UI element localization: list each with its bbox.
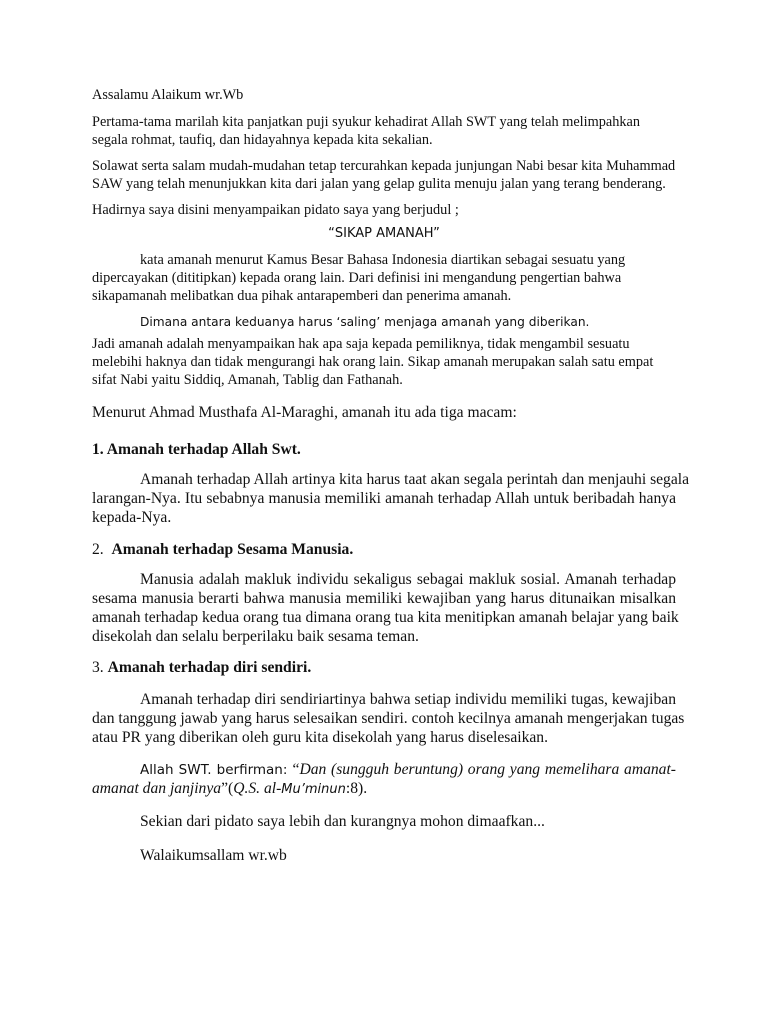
definition-line1: kata amanah menurut Kamus Besar Bahasa Indonesia diartikan sebagai sesuatu yang [140, 252, 626, 268]
section3-line1: Amanah terhadap diri sendiriartinya bahwa setiap individu memiliki tugas, kewajiban [140, 691, 676, 708]
section1-line1: Amanah terhadap Allah artinya kita harus taat akan segala perintah dan menjauhi segala [140, 471, 690, 488]
greeting: Assalamu Alaikum wr.Wb [92, 87, 244, 103]
quote-lead: Allah SWT. berfirman: [140, 762, 293, 778]
section3-line2: dan tanggung jawab yang harus selesaikan sendiri. contoh kecilnya amanah mengerjakan tugas [92, 710, 685, 727]
intro-line: Hadirnya saya disini menyampaikan pidato saya yang berjudul ; [92, 202, 459, 218]
closing-line1: Sekian dari pidato saya lebih dan kurangnya mohon dimaafkan... [140, 813, 545, 830]
section2-heading [92, 540, 353, 559]
maraghi-line: Menurut Ahmad Musthafa Al-Maraghi, amanah itu ada tiga macam: [92, 404, 517, 421]
quote-reference-b: Mu’minun [281, 782, 346, 797]
para2-line1: Solawat serta salam mudah-mudahan tetap tercurahkan kepada junjungan Nabi besar kita Muhammad [92, 158, 676, 174]
section1-heading: 1. Amanah terhadap Allah Swt. [92, 441, 301, 458]
quote-reference-a: Q.S. al- [233, 780, 282, 797]
definition-line2: dipercayakan (dititipkan) kepada orang lain. Dari definisi ini mengandung pengertian bahwa [92, 270, 622, 286]
para3-line1: Jadi amanah adalah menyampaikan hak apa saja kepada pemiliknya, tidak mengambil sesuatu [92, 336, 630, 352]
quote-text-part2: amanat dan janjinya [92, 780, 222, 797]
quote-close: ”( [221, 780, 234, 797]
section1-line3: kepada-Nya. [92, 509, 172, 526]
section3-heading-number: 3. [92, 659, 104, 676]
para1-line2: segala rohmat, taufiq, dan hidayahnya kepada kita sekalian. [92, 132, 433, 148]
quote-text-part1: Dan (sungguh beruntung) orang yang memelihara amanat- [299, 761, 676, 778]
quote-open: “ [292, 761, 300, 778]
quote-line1 [140, 760, 676, 780]
section2-line1: Manusia adalah makluk individu sekaligus sebagai makluk sosial. Amanah terhadap [140, 571, 676, 588]
closing-line2: Walaikumsallam wr.wb [140, 847, 287, 864]
para2-line2: SAW yang telah menunjukkan kita dari jalan yang gelap gulita menuju jalan yang terang benderang. [92, 176, 666, 192]
para3-line2: melebihi haknya dan tidak mengurangi hak orang lain. Sikap amanah merupakan salah satu empat [92, 354, 654, 370]
quote-line2 [92, 779, 367, 799]
section2-heading-number: 2. [92, 541, 104, 558]
section2-line4: disekolah dan selalu berperilaku baik sesama teman. [92, 628, 419, 645]
section3-heading [92, 658, 311, 677]
note-line: Dimana antara keduanya harus ‘saling’ menjaga amanah yang diberikan. [140, 315, 590, 329]
section2-line3: amanah terhadap kedua orang tua dimana orang tua kita menitipkan amanah belajar yang baik [92, 609, 679, 626]
definition-line3: sikapamanah melibatkan dua pihak antarapemberi dan penerima amanah. [92, 288, 512, 304]
section2-heading-text: Amanah terhadap Sesama Manusia. [111, 541, 354, 558]
para3-line3: sifat Nabi yaitu Siddiq, Amanah, Tablig dan Fathanah. [92, 372, 403, 388]
section1-line2: larangan-Nya. Itu sebabnya manusia memiliki amanah terhadap Allah untuk beribadah hanya [92, 490, 676, 507]
para1-line1: Pertama-tama marilah kita panjatkan puji syukur kehadirat Allah SWT yang telah melimpahkan [92, 114, 641, 130]
section3-line3: atau PR yang diberikan oleh guru kita disekolah yang harus diselesaikan. [92, 729, 549, 746]
speech-title: “SIKAP AMANAH” [328, 226, 440, 241]
quote-reference-c: :8). [345, 780, 368, 797]
section2-line2: sesama manusia berarti bahwa manusia memiliki kewajiban yang harus ditunaikan misalkan [92, 590, 676, 607]
section3-heading-text: Amanah terhadap diri sendiri. [107, 659, 312, 676]
